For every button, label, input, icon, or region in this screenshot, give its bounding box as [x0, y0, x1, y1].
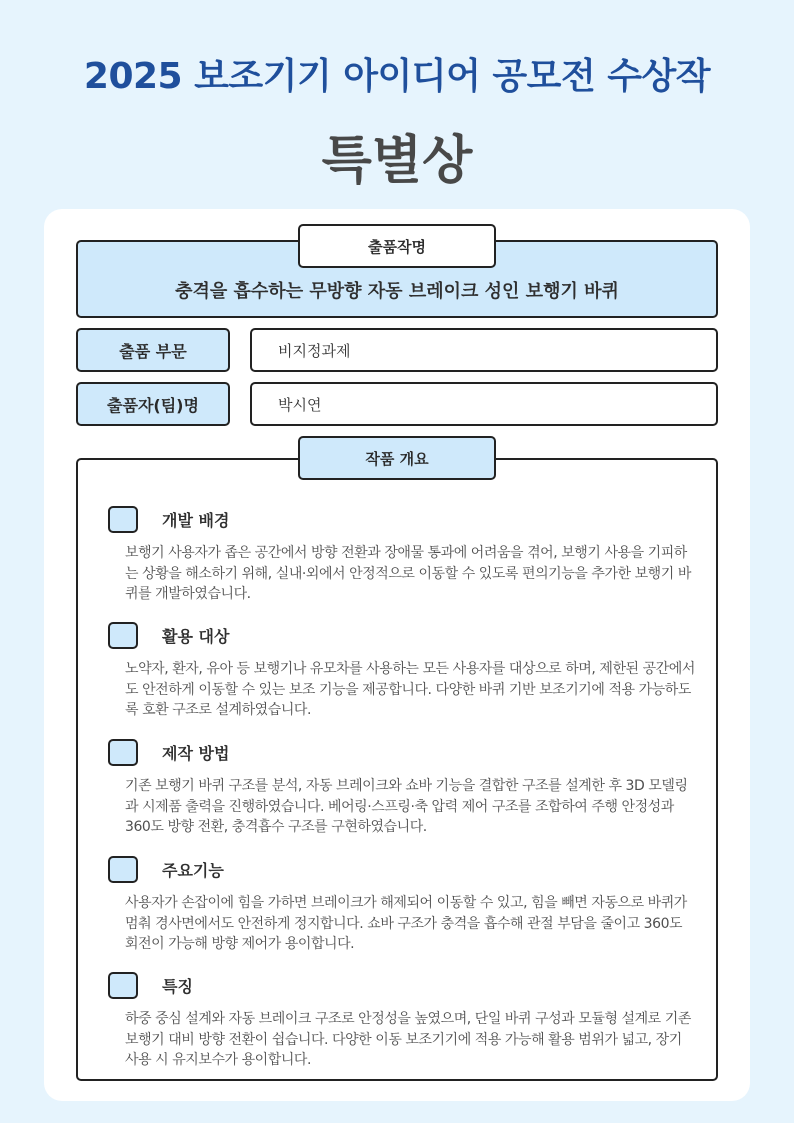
checkbox-icon: [108, 506, 138, 533]
section-body: 보행기 사용자가 좁은 공간에서 방향 전환과 장애물 통과에 어려움을 겪어, 보행기 사용을 기피하는 상황을 해소하기 위해, 실내·외에서 안정적으로 이동할 수 있도록 편의기능을 추가한 보행기 바퀴를 개발하였습니다.: [125, 545, 691, 602]
category-label: 출품 부문: [119, 341, 187, 361]
checkbox-icon: [108, 856, 138, 883]
category-value: 비지정과제: [278, 341, 351, 360]
page-title: 2025 보조기기 아이디어 공모전 수상작: [83, 56, 711, 97]
entry-name-label: 출품작명: [368, 237, 426, 256]
entry-name-tab: [298, 224, 496, 268]
section-body: 사용자가 손잡이에 힘을 가하면 브레이크가 해제되어 이동할 수 있고, 힘을 빼면 자동으로 바퀴가 멈춰 경사면에서도 안전하게 정지합니다. 쇼바 구조가 충격을 흡수해 관절 부담을 줄이고 360도 회전이 가능해 방향 제어가 용이합니다.: [125, 895, 687, 952]
section-title: 활용 대상: [162, 627, 230, 646]
checkbox-icon: [108, 739, 138, 766]
checkbox-icon: [108, 622, 138, 649]
section-title: 제작 방법: [162, 744, 230, 763]
section-title: 개발 배경: [162, 511, 230, 530]
section-body: 노약자, 환자, 유아 등 보행기나 유모차를 사용하는 모든 사용자를 대상으로 하며, 제한된 공간에서도 안전하게 이동할 수 있는 보조 기능을 제공합니다. 다양한 바퀴 기반 보조기기에 적용 가능하도록 호환 구조로 설계하였습니다.: [125, 661, 695, 718]
section-title: 주요기능: [162, 861, 224, 880]
section-body: 기존 보행기 바퀴 구조를 분석, 자동 브레이크와 쇼바 기능을 결합한 구조를 설계한 후 3D 모델링과 시제품 출력을 진행하였습니다. 베어링·스프링·축 압력 제어 구조를 조합하여 주행 안정성과 360도 방향 전환, 충격흡수 구조를 구현하였습니다.: [125, 778, 688, 835]
author-label: 출품자(팀)명: [107, 395, 199, 415]
overview-label: 작품 개요: [365, 449, 429, 468]
author-value: 박시연: [278, 395, 322, 414]
category-label-box: [76, 328, 230, 372]
award-title: 특별상: [321, 131, 473, 191]
category-value-box: [250, 328, 718, 372]
author-value-box: [250, 382, 718, 426]
section-title: 특징: [162, 977, 193, 996]
entry-name-value: 충격을 흡수하는 무방향 자동 브레이크 성인 보행기 바퀴: [175, 281, 619, 302]
author-label-box: [76, 382, 230, 426]
section-body: 하중 중심 설계와 자동 브레이크 구조로 안정성을 높였으며, 단일 바퀴 구성과 모듈형 설계로 기존 보행기 대비 방향 전환이 쉽습니다. 다양한 이동 보조기기에 적용 가능해 활용 범위가 넓고, 장기 사용 시 유지보수가 용이합니다.: [125, 1011, 691, 1068]
checkbox-icon: [108, 972, 138, 999]
overview-tab: [298, 436, 496, 480]
